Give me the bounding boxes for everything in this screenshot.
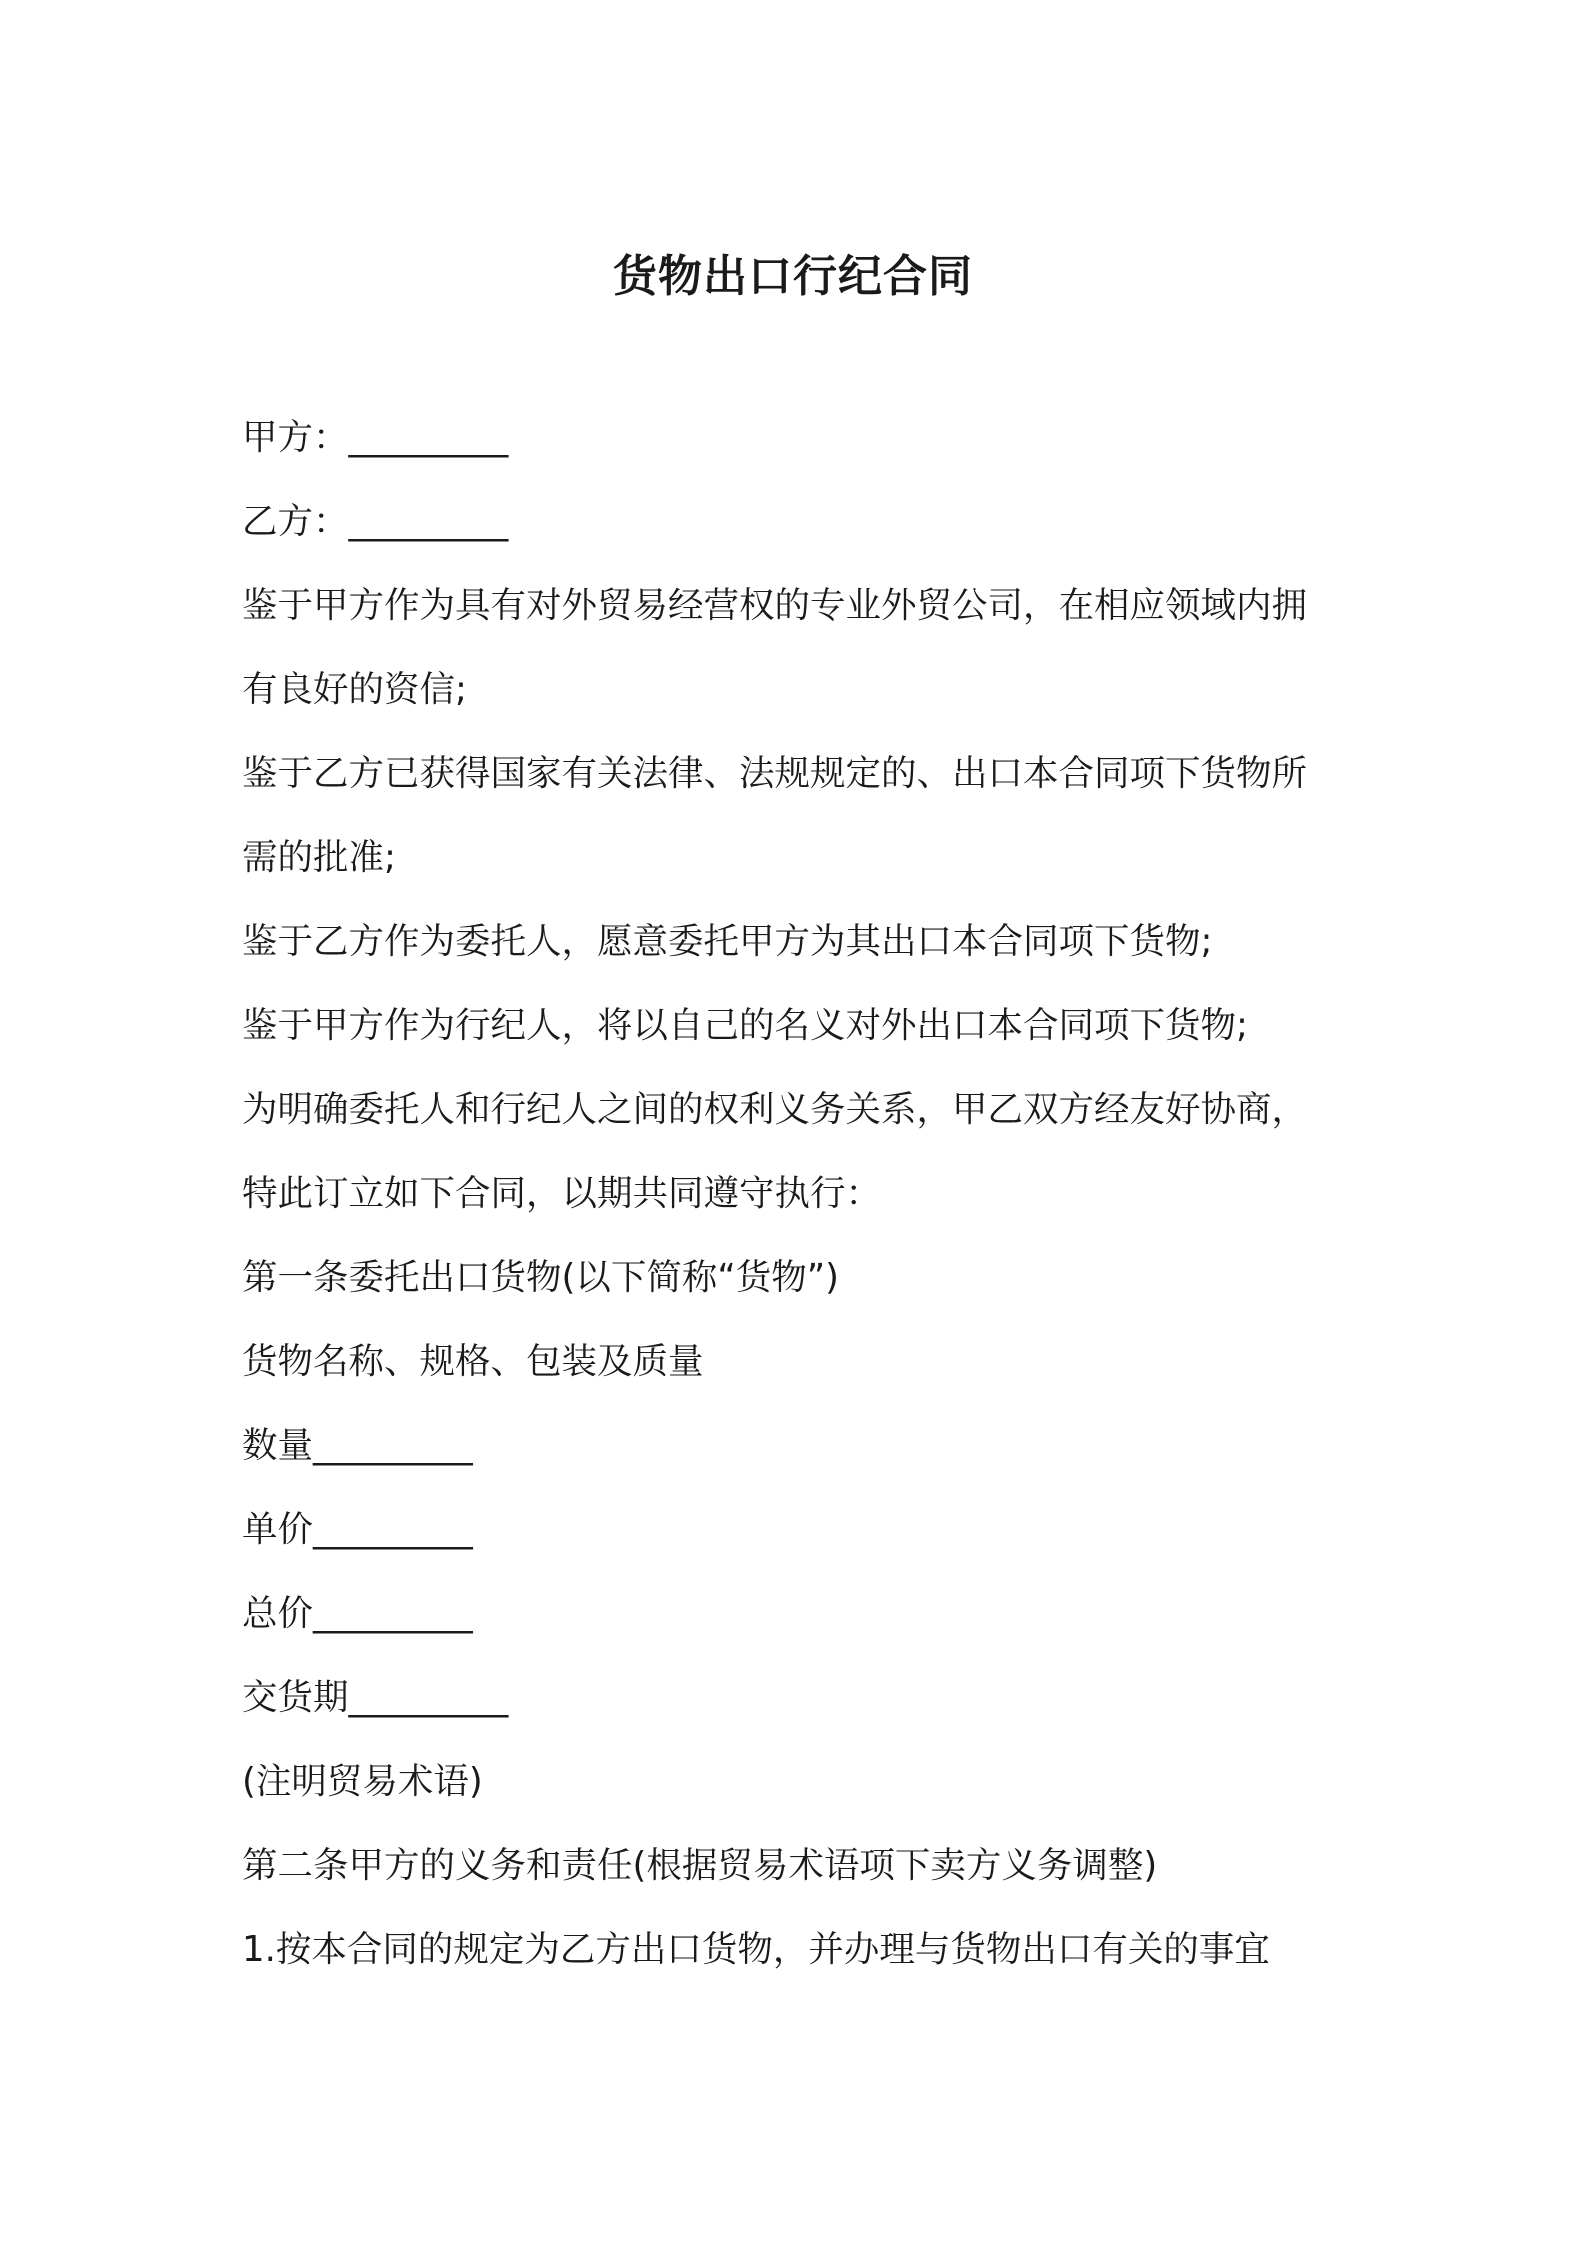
recital-line: 特此订立如下合同，以期共同遵守执行： bbox=[242, 1173, 882, 1214]
recital-line: 鉴于乙方已获得国家有关法律、法规规定的、出口本合同项下货物所 bbox=[242, 753, 1308, 794]
recital-line: 需的批准; bbox=[242, 837, 396, 878]
total-price-line: 总价_________ bbox=[242, 1593, 473, 1634]
recital-line: 鉴于甲方作为具有对外贸易经营权的专业外贸公司，在相应领域内拥 bbox=[242, 585, 1308, 626]
recital-line: 有良好的资信; bbox=[242, 669, 467, 710]
article-heading: 第一条委托出口货物(以下简称“货物”) bbox=[242, 1257, 839, 1298]
trade-terms-note: (注明贸易术语) bbox=[242, 1761, 483, 1802]
recital-line: 为明确委托人和行纪人之间的权利义务关系，甲乙双方经友好协商， bbox=[242, 1089, 1308, 1130]
clause-line: 货物名称、规格、包装及质量 bbox=[242, 1341, 704, 1382]
clause-line: 1.按本合同的规定为乙方出口货物，并办理与货物出口有关的事宜 bbox=[242, 1929, 1270, 1970]
recital-line: 鉴于乙方作为委托人，愿意委托甲方为其出口本合同项下货物; bbox=[242, 921, 1213, 962]
party-a-line: 甲方：_________ bbox=[242, 417, 509, 458]
recital-line: 鉴于甲方作为行纪人，将以自己的名义对外出口本合同项下货物; bbox=[242, 1005, 1248, 1046]
article-heading: 第二条甲方的义务和责任(根据贸易术语项下卖方义务调整) bbox=[242, 1845, 1158, 1886]
unit-price-line: 单价_________ bbox=[242, 1509, 473, 1550]
quantity-line: 数量_________ bbox=[242, 1425, 473, 1466]
document-title: 货物出口行纪合同 bbox=[613, 251, 973, 303]
document-body bbox=[242, 396, 1372, 1992]
delivery-period-line: 交货期_________ bbox=[242, 1677, 509, 1718]
party-b-line: 乙方：_________ bbox=[242, 501, 509, 542]
